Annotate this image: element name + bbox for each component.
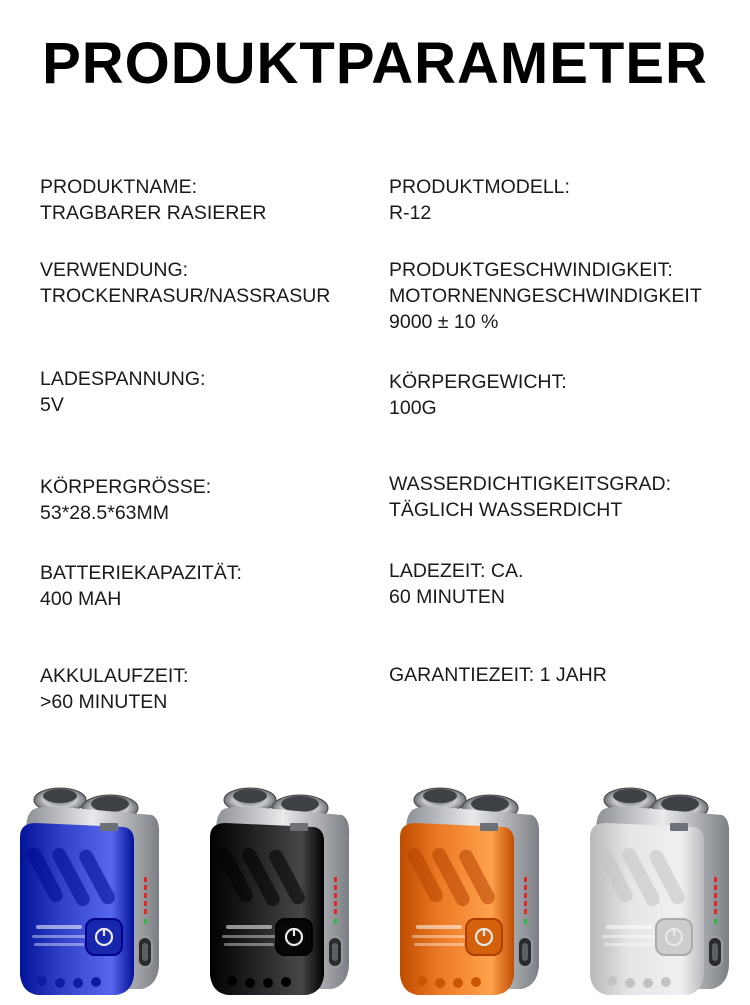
spec-charging-voltage xyxy=(40,366,205,418)
product-color-variants xyxy=(0,775,750,1000)
spec-label: PRODUKTGESCHWINDIGKEIT: xyxy=(389,259,673,281)
shaver-illustration xyxy=(582,775,742,1000)
spec-value: 53*28.5*63MM xyxy=(40,502,169,524)
spec-label: WASSERDICHTIGKEITSGRAD: xyxy=(389,473,672,495)
spec-product-model xyxy=(389,174,570,226)
spec-value: MOTORNENNGESCHWINDIGKEIT xyxy=(389,285,702,307)
spec-value: TROCKENRASUR/NASSRASUR xyxy=(40,285,331,307)
shaver-white xyxy=(582,775,742,1000)
spec-product-speed xyxy=(389,257,702,335)
shaver-illustration xyxy=(12,775,172,1000)
spec-label: LADESPANNUNG: xyxy=(40,368,206,390)
shaver-illustration xyxy=(202,775,362,1000)
spec-usage xyxy=(40,257,330,309)
spec-label: LADEZEIT: CA. xyxy=(389,560,524,582)
spec-value: 60 MINUTEN xyxy=(389,586,505,608)
spec-value: 5V xyxy=(40,394,64,416)
spec-value-secondary: 9000 ± 10 % xyxy=(389,311,499,333)
shaver-orange xyxy=(392,775,552,1000)
spec-product-name xyxy=(40,174,266,226)
spec-charging-time xyxy=(389,558,523,610)
shaver-black xyxy=(202,775,362,1000)
shaver-illustration xyxy=(392,775,552,1000)
spec-label: BATTERIEKAPAZITÄT: xyxy=(40,562,242,584)
spec-label: PRODUKTNAME: xyxy=(40,176,198,198)
shaver-blue xyxy=(12,775,172,1000)
spec-label: PRODUKTMODELL: xyxy=(389,176,570,198)
page-title: PRODUKTPARAMETER xyxy=(42,31,708,96)
spec-value: R-12 xyxy=(389,202,432,224)
spec-label: KÖRPERGEWICHT: xyxy=(389,371,567,393)
spec-waterproof-rating xyxy=(389,471,671,523)
spec-body-size xyxy=(40,474,211,526)
spec-warranty xyxy=(389,662,607,688)
spec-value: TRAGBARER RASIERER xyxy=(40,202,267,224)
spec-value: >60 MINUTEN xyxy=(40,691,168,713)
spec-value: 100G xyxy=(389,397,437,419)
spec-body-weight xyxy=(389,369,567,421)
spec-label: AKKULAUFZEIT: xyxy=(40,665,189,687)
spec-value: 400 MAH xyxy=(40,588,122,610)
spec-label: VERWENDUNG: xyxy=(40,259,189,281)
spec-battery-capacity xyxy=(40,560,242,612)
spec-value: TÄGLICH WASSERDICHT xyxy=(389,499,623,521)
spec-label: KÖRPERGRÖSSE: xyxy=(40,476,212,498)
spec-label: GARANTIEZEIT: 1 JAHR xyxy=(389,664,607,686)
spec-battery-runtime xyxy=(40,663,188,715)
